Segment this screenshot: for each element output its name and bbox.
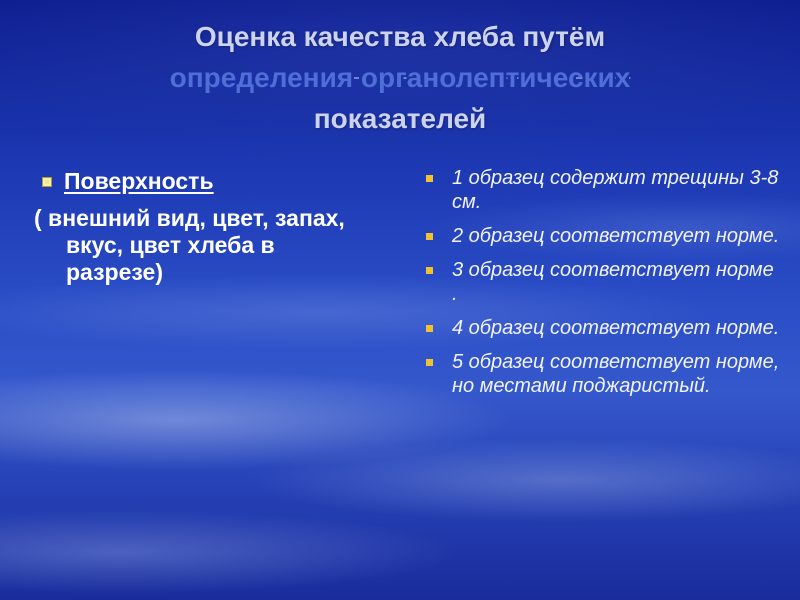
list-item [422, 350, 782, 398]
surface-description: ( внешний вид, цвет, запах, вкус, цвет хлеба в разрезе) [34, 205, 345, 285]
slide-title [60, 16, 740, 139]
square-bullet-icon [42, 177, 52, 187]
title-line-1: Оценка качества хлеба путём [194, 21, 606, 52]
surface-heading: Поверхность [64, 168, 214, 194]
list-item [422, 224, 782, 248]
bullet-icon [426, 325, 433, 332]
list-item-text: 3 образец соответствует норме . [452, 259, 774, 305]
list-item [422, 166, 782, 214]
left-column [34, 168, 374, 286]
list-item-text: 4 образец соответствует норме. [452, 317, 780, 339]
bullet-icon [426, 267, 433, 274]
list-item [422, 258, 782, 306]
list-item [422, 316, 782, 340]
bullet-icon [426, 175, 433, 182]
results-list [422, 166, 782, 408]
bullet-icon [426, 359, 433, 366]
bullet-icon [426, 233, 433, 240]
surface-heading-item [34, 168, 374, 195]
list-item-text: 5 образец соответствует норме, но местами поджаристый. [452, 351, 780, 397]
list-item-text: 2 образец соответствует норме. [452, 225, 780, 247]
title-line-2: определения органолептических [169, 62, 631, 93]
list-item-text: 1 образец содержит трещины 3-8 см. [452, 167, 779, 213]
title-line-3: показателей [313, 103, 487, 134]
